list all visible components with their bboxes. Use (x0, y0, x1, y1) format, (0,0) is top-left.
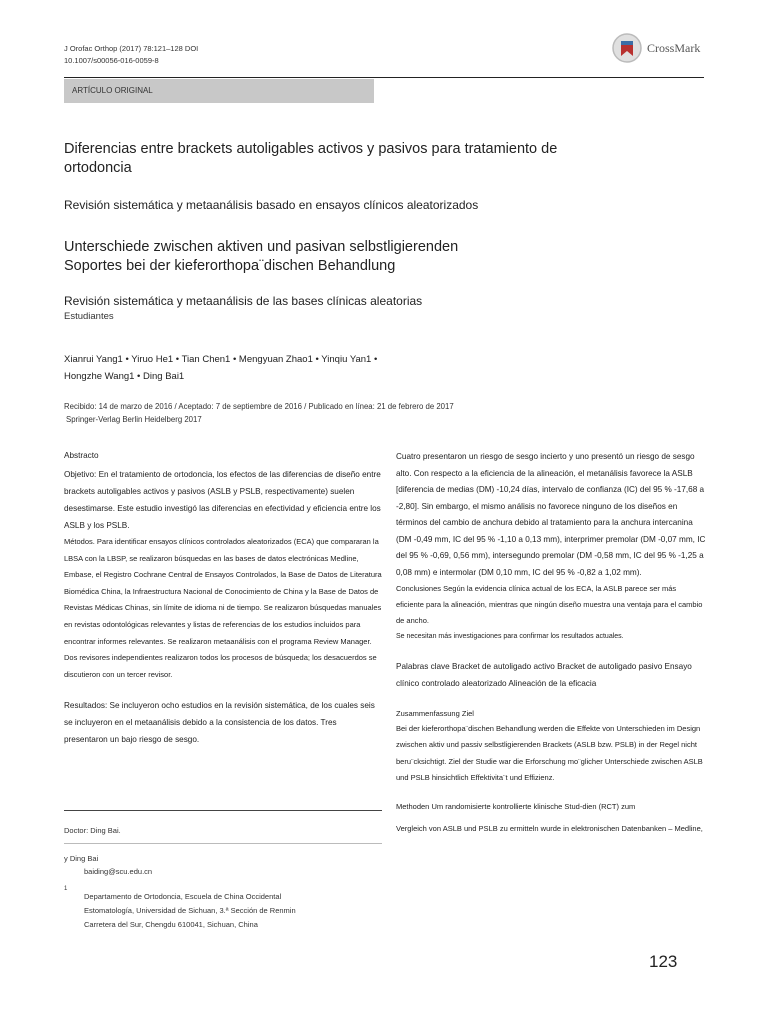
results-continued: Cuatro presentaron un riesgo de sesgo incierto y uno presentó un riesgo de sesgo alto. Con respecto a la eficiencia de la alineación, el metanálisis favorece la ASLB [diferencia de medias (DM) -10,24 días, intervalo de confianza (IC) del 95 % -17,68 a -2,80]. Sin embargo, el mismo análisis no favorece ninguno de los diseños en términos del cambio de anchura debido al tratamiento para la anchura intercanina (DM -0,49 mm, IC del 95 % -1,10 a 0,13 mm), interprimer premolar (DM -0,07 mm, IC del 95 % -0,69, 0,56 mm), intersegundo premolar (DM -0,58 mm, IC del 95 % -1,25 a 0,08 mm) e intermolar (DM 0,10 mm, IC del 95 % -0,82 a 1,02 mm). (396, 452, 706, 577)
page-number: 123 (649, 952, 678, 971)
footnote-rule (64, 810, 382, 811)
german-title (64, 238, 664, 276)
conclusions-paragraph: Conclusiones Según la evidencia clínica actual de los ECA, la ASLB parece ser más eficiente para la alineación, mientras que ningún diseño muestra una ventaja para el cambio de ancho. (396, 584, 703, 625)
abstract-heading: Abstracto (64, 451, 99, 460)
footnote-divider (64, 843, 382, 844)
correspondence (64, 852, 152, 878)
zusammenfassung-heading: Zusammenfassung Ziel (396, 709, 474, 718)
publication-dates (64, 400, 454, 426)
german-title-line2: Soportes bei der kieferorthopa¨dischen Behandlung (64, 258, 396, 274)
left-column (64, 447, 382, 748)
received-dates: Recibido: 14 de marzo de 2016 / Aceptado: 7 de septiembre de 2016 / Publicado en línea: 21 de febrero de 2017 (64, 402, 454, 411)
crossmark-label: CrossMark (647, 41, 701, 55)
publisher-line: Springer-Verlag Berlin Heidelberg 2017 (66, 415, 202, 424)
affiliation-number: 1 (64, 886, 68, 892)
section-banner (64, 79, 374, 103)
methoden-continued: Vergleich von ASLB und PSLB zu ermitteln wurde in elektronischen Datenbanken – Medline, (396, 823, 703, 833)
email-link[interactable]: baiding@scu.edu.cn (84, 867, 153, 876)
right-column (396, 449, 706, 837)
journal-citation (64, 43, 198, 67)
methods-paragraph: Métodos. Para identificar ensayos clínicos controlados aleatorizados (ECA) que compararan la LBSA con la LBSP, se realizaron búsquedas en las bases de datos electrónicas Medline, Embase, el Registro Cochrane Central de Ensayos Controlados, la Base de Datos de Literatura Biomédica China, la Infraestructura Nacional de Conocimiento de China y la Base de Datos de Revistas Médicas Chinas, sin límite de idioma ni de tiempo. Se realizaron búsquedas manuales en revistas odontológicas relevantes y listas de referencias de los estudios incluidos para encontrar informes relevantes. Se realizaron metaanálisis con el programa Review Manager. Dos revisores independientes realizaron todos los procesos de búsqueda; los desacuerdos se discutieron con un tercer revisor. (64, 537, 382, 679)
affiliation: Departamento de Ortodoncia, Escuela de China Occidental Estomatología, Universidad de Sichuan, 3.ª Sección de Renmin Carretera del Sur, Chengdu 610041, Sichuan, China (84, 892, 296, 929)
correspondence-name: y Ding Bai (64, 854, 99, 863)
results-paragraph: Resultados: Se incluyeron ocho estudios en la revisión sistemática, de los cuales seis se incluyeron en el metaanálisis debido a la consistencia de los datos. Tres presentaron un bajo riesgo de sesgo. (64, 701, 375, 745)
ziel-paragraph: Bei der kieferorthopa¨dischen Behandlung werden die Effekte von Unterschieden im Design zwischen aktiv und passiv selbstligierenden Brackets (ASLB bzw. PSLB) in der Regel nicht beru¨cksichtigt. Ziel der Studie war die Erforschung mo¨glicher Unterschiede zwischen ASLB und PSLB hinsichtlich Effektivita¨t und Effizienz. (396, 724, 703, 783)
doi-line: 10.1007/s00056-016-0059-8 (64, 56, 159, 65)
section-label: ARTÍCULO ORIGINAL (72, 86, 153, 95)
german-subtitle-note: Estudiantes (64, 311, 114, 322)
spanish-title: Diferencias entre brackets autoligables activos y pasivos para tratamiento de ortodoncia (64, 141, 558, 176)
spanish-subtitle: Revisión sistemática y metaanálisis basado en ensayos clínicos aleatorizados (64, 198, 479, 212)
german-title-line1: Unterschiede zwischen aktiven und pasivan selbstligierenden (64, 239, 459, 255)
author-line2: Hongzhe Wang1 • Ding Bai1 (64, 371, 185, 382)
objective-paragraph: Objetivo: En el tratamiento de ortodoncia, los efectos de las diferencias de diseño entre brackets autoligables activos y pasivos (ASLB y PSLB, respectivamente) suelen desestimarse. Este estudio investigó las diferencias en efectividad y eficiencia entre los ASLB y los PSLB. (64, 470, 381, 530)
more-research-note: Se necesitan más investigaciones para confirmar los resultados actuales. (396, 633, 624, 640)
german-subtitle: Revisión sistemática y metaanálisis de las bases clínicas aleatorias (64, 294, 423, 308)
keywords-paragraph: Palabras clave Bracket de autoligado activo Bracket de autoligado pasivo Ensayo clínico controlado aleatorizado Alineación de la eficacia (396, 662, 692, 688)
crossmark-logo[interactable] (611, 32, 711, 64)
doctor-note: Doctor: Ding Bai. (64, 826, 121, 835)
journal-line: J Orofac Orthop (2017) 78:121–128 DOI (64, 44, 199, 53)
author-line1: Xianrui Yang1 • Yiruo He1 • Tian Chen1 • Mengyuan Zhao1 • Yinqiu Yan1 • (64, 354, 378, 365)
header-rule (64, 77, 704, 78)
methoden-paragraph: Methoden Um randomisierte kontrollierte klinische Stud-dien (RCT) zum (396, 801, 636, 811)
crossmark-icon (611, 32, 643, 64)
author-list (64, 351, 377, 385)
